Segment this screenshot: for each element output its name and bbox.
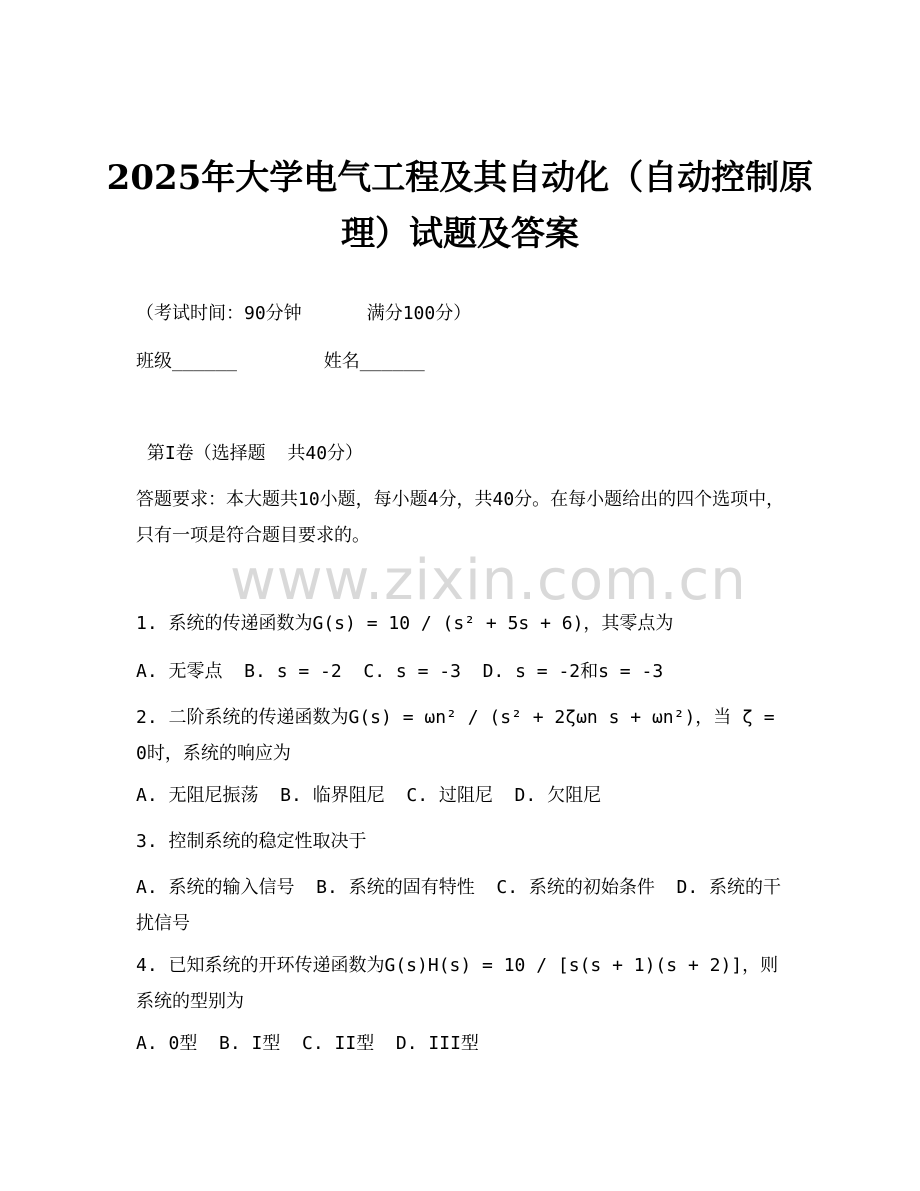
question-options: A. 系统的输入信号 B. 系统的固有特性 C. 系统的初始条件 D. 系统的干扰信号 [136, 877, 782, 934]
question-options: A. 无阻尼振荡 B. 临界阻尼 C. 过阻尼 D. 欠阻尼 [136, 785, 602, 806]
question-stem: 1. 系统的传递函数为G(s) = 10 / (s² + 5s + 6)，其零点为 [136, 613, 674, 634]
question-stem: 2. 二阶系统的传递函数为G(s) = ωn² / (s² + 2ζωn s + ωn²)，当 ζ = 0时，系统的响应为 [136, 707, 786, 764]
question-stem: 4. 已知系统的开环传递函数为G(s)H(s) = 10 / [s(s + 1)(s + 2)]，则系统的型别为 [136, 955, 779, 1012]
instructions: 答题要求：本大题共10小题，每小题4分，共40分。在每小题给出的四个选项中，只有一项是符合题目要求的。 [136, 489, 785, 546]
question-options: A. 无零点 B. s = -2 C. s = -3 D. s = -2和s = -3 [136, 661, 664, 682]
name-class-fields: 班级______ 姓名______ [136, 351, 425, 372]
document-title: 2025年大学电气工程及其自动化（自动控制原理）试题及答案 [106, 158, 814, 254]
watermark: www.zixin.com.cn [230, 548, 747, 613]
section-heading: 第I卷（选择题 共40分） [136, 443, 364, 464]
exam-info: （考试时间：90分钟 满分100分） [136, 303, 472, 324]
question-stem: 3. 控制系统的稳定性取决于 [136, 831, 367, 852]
question-options: A. 0型 B. I型 C. II型 D. III型 [136, 1033, 479, 1054]
